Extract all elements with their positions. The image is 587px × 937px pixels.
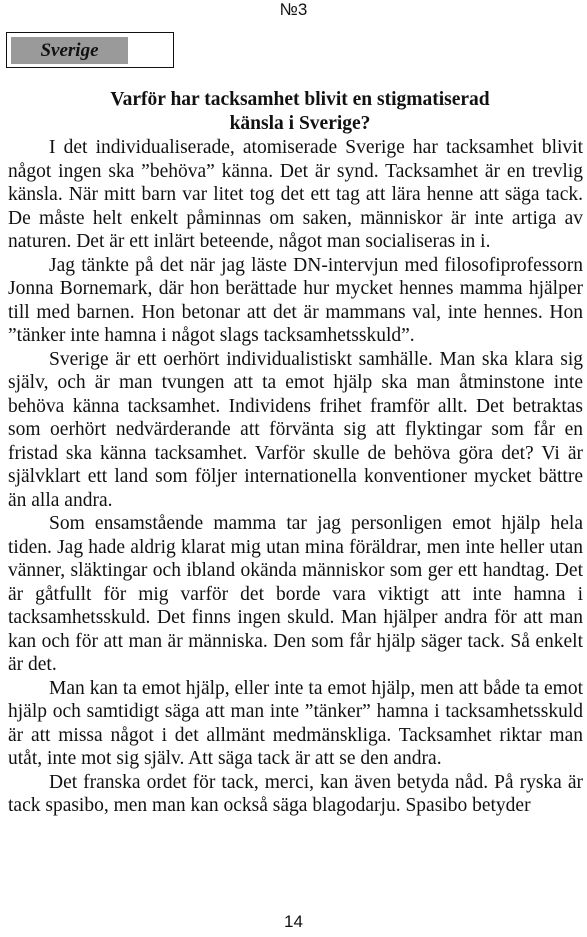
- article-body: [8, 136, 583, 818]
- issue-number: №3: [279, 0, 308, 19]
- section-box: [6, 32, 174, 68]
- paragraph: Jag tänkte på det när jag läste DN-intervjun med filosofiprofessorn Jonna Bornemark, där hon berättade hur mycket hennes mamma hjälper till med barnen. Hon betonar att det är mammans val, inte hennes. Hon ”tänker inte hamna i något slags tacksamhetsskuld”.: [8, 254, 583, 346]
- article-title: [70, 88, 530, 135]
- paragraph: Sverige är ett oerhört individualistiskt samhälle. Man ska klara sig själv, och är man tvungen att ta emot hjälp ska man åtminstone inte behöva känna tacksamhet. Individens frihet framför allt. Det betraktas som oerhört nedvärderande att förvänta sig att flyktingar som får en fristad ska känna tacksamhet. Varför skulle de behöva göra det? Vi är självklart ett land som följer internationella konventioner mycket bättre än alla andra.: [8, 348, 583, 511]
- article-title-line-1: Varför har tacksamhet blivit en stigmatiserad: [110, 89, 490, 110]
- page-number: 14: [284, 912, 303, 931]
- paragraph: I det individualiserade, atomiserade Sverige har tacksamhet blivit något ingen ska ”behöva” känna. Det är synd. Tacksamhet är en trevlig känsla. När mitt barn var litet tog det ett tag att lära henne att säga tack. De måste helt enkelt påminnas om saken, människor är inte artiga av naturen. Det är ett inlärt beteende, något man socialiseras in i.: [8, 137, 583, 252]
- paragraph: Man kan ta emot hjälp, eller inte ta emot hjälp, men att både ta emot hjälp och samtidigt säga att man inte ”tänker” hamna i tacksamhetsskuld är att missa något i det allmänt medmänskliga. Tacksamhet riktar man utåt, inte mot sig själv. Att säga tack är att se den andra.: [8, 677, 583, 769]
- paragraph: Det franska ordet för tack, merci, kan även betyda nåd. På ryska är tack spasibo, men man kan också säga blagodarju. Spasibo betyder: [8, 771, 583, 816]
- paragraph: Som ensamstående mamma tar jag personligen emot hjälp hela tiden. Jag hade aldrig klarat mig utan mina föräldrar, men inte heller utan vänner, släktingar och ibland okända människor som ger ett handtag. Det är gåtfullt för mig varför det borde vara viktigt att inte hamna i tacksamhetsskuld. Det finns ingen skuld. Man hjälper andra för att man kan och för att man är människa. Den som får hjälp säger tack. Så enkelt är det.: [8, 513, 583, 675]
- section-label: Sverige: [11, 37, 128, 64]
- article-title-line-2: känsla i Sverige?: [229, 112, 371, 134]
